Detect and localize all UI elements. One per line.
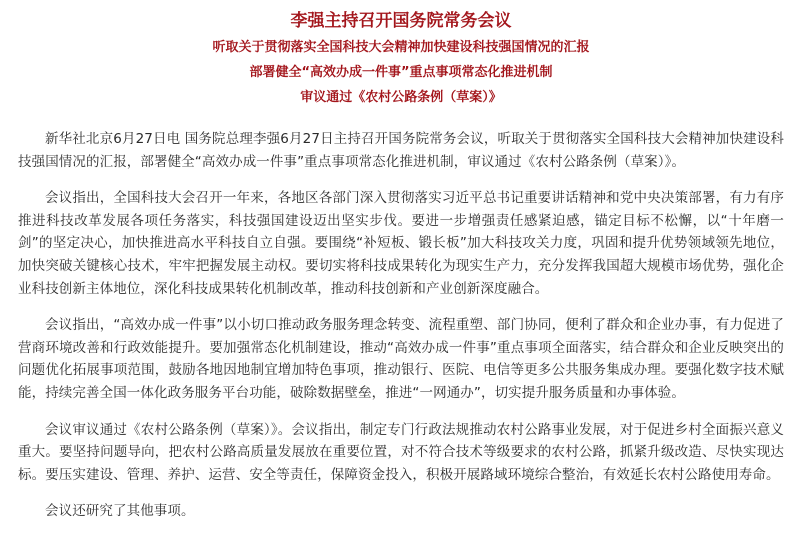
article-subtitle-2: 部署健全“高效办成一件事”重点事项常态化推进机制 (249, 65, 553, 80)
paragraph-tech: 会议指出，全国科技大会召开一年来，各地区各部门深入贯彻落实习近平总书记重要讲话精神和党中央决策部署，有力有序推进科技改革发展各项任务落实，科技强国建设迈出坚实步伐。要进一步增强责任感紧迫感，锚定目标不松懈，以“十年磨一剑”的坚定决心，加快推进高水平科技自立自强。要围绕“补短板、锻长板”加大科技攻关力度，巩固和提升优势领域领先地位，加快突破关键核心技术，牢牢把握发展主动权。要切实将科技成果转化为现实生产力，充分发挥我国超大规模市场优势，强化企业科技创新主体地位，深化科技成果转化机制改革，推动科技创新和产业创新深度融合。 (18, 190, 784, 297)
article-subtitle-1: 听取关于贯彻落实全国科技大会精神加快建设科技强国情况的汇报 (212, 40, 590, 55)
paragraph-lead: 新华社北京6月27日电 国务院总理李强6月27日主持召开国务院常务会议，听取关于贯彻落实全国科技大会精神加快建设科技强国情况的汇报，部署健全“高效办成一件事”重点事项常态化推进机制，审议通过《农村公路条例（草案）》。 (18, 131, 784, 170)
article-body (18, 128, 784, 523)
article-title: 李强主持召开国务院常务会议 (290, 11, 512, 31)
paragraph-rural-roads: 会议审议通过《农村公路条例（草案）》。会议指出，制定专门行政法规推动农村公路事业发展，对于促进乡村全面振兴意义重大。要坚持问题导向，把农村公路高质量发展放在重要位置，对不符合技术等级要求的农村公路，抓紧升级改造、尽快实现达标。要压实建设、管理、养护、运营、安全等责任，保障资金投入，积极开展路域环境综合整治，有效延长农村公路使用寿命。 (18, 421, 784, 483)
article-subtitle-3: 审议通过《农村公路条例（草案）》 (300, 90, 502, 105)
paragraph-gov-services: 会议指出，“高效办成一件事”以小切口推动政务服务理念转变、流程重塑、部门协同，便利了群众和企业办事，有力促进了营商环境改善和行政效能提升。要加强常态化机制建设，推动“高效办成一件事”重点事项全面落实，结合群众和企业反映突出的问题优化拓展事项范围，鼓励各地因地制宜增加特色事项，推动银行、医院、电信等更多公共服务集成办理。要强化数字技术赋能，持续完善全国一体化政务服务平台功能，破除数据壁垒，推进“一网通办”，切实提升服务质量和办事体验。 (18, 317, 784, 401)
paragraph-closing: 会议还研究了其他事项。 (45, 503, 195, 520)
